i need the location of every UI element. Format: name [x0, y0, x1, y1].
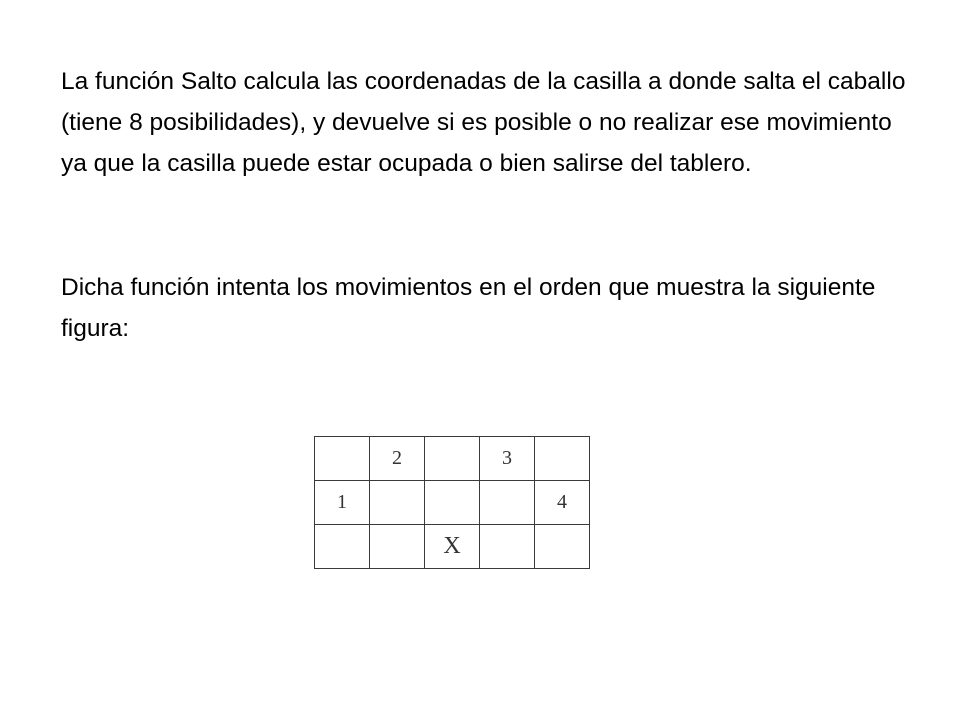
- paragraph-salto-description: La función Salto calcula las coordenadas de la casilla a donde salta el caballo (tiene 8 posibilidades), y devuelve si es posible o no realizar ese movimiento ya que la casilla puede estar ocupada o bien salirse del tablero.: [61, 68, 906, 177]
- board-cell: [480, 481, 535, 525]
- board-row: [315, 437, 590, 481]
- board-cell-move-1: 1: [315, 481, 370, 525]
- knight-move-order-board: [314, 436, 590, 569]
- paragraph-move-order: Dicha función intenta los movimientos en el orden que muestra la siguiente figura:: [61, 274, 876, 342]
- board-cell: [480, 525, 535, 569]
- board-cell-move-3: 3: [480, 437, 535, 481]
- board-cell: [315, 525, 370, 569]
- board-cell: [370, 525, 425, 569]
- board-cell-move-2: 2: [370, 437, 425, 481]
- board-cell: [370, 481, 425, 525]
- board-cell: [535, 437, 590, 481]
- board-cell-knight-position: X: [425, 525, 480, 569]
- board-cell-move-4: 4: [535, 481, 590, 525]
- board-row: [315, 525, 590, 569]
- board-cell: [315, 437, 370, 481]
- board-cell: [425, 481, 480, 525]
- board-cell: [535, 525, 590, 569]
- board-row: [315, 481, 590, 525]
- board-cell: [425, 437, 480, 481]
